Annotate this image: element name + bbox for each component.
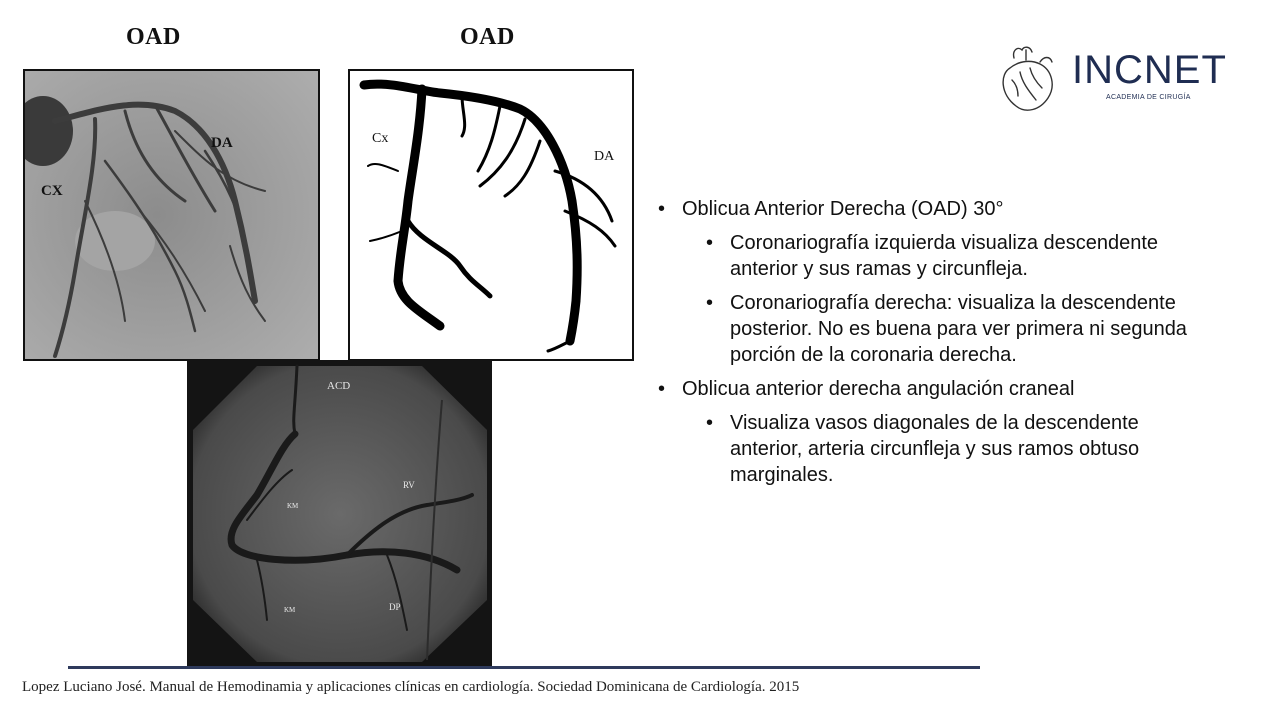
right-figure-heading: OAD [460,24,515,50]
da-label: DA [211,135,233,151]
bullet-oad-cranial: • Oblicua anterior derecha angulación craneal [656,376,1196,402]
km-label-lower: KM [284,606,296,614]
schematic-drawing [350,71,632,359]
bullet-oad-30: • Oblicua Anterior Derecha (OAD) 30° [656,196,1196,222]
coronary-schematic-diagram [348,69,634,361]
bullet-list [656,196,1196,496]
left-coronary-angiogram [23,69,320,361]
cx-diagram-label: Cx [372,131,389,146]
rv-label: RV [403,480,415,490]
sub-bullet-left-coronary: • Coronariografía izquierda visualiza descendente anterior y sus ramas y circunfleja. [656,230,1196,282]
angiogram-image [25,71,318,359]
right-coronary-angiogram [187,360,492,666]
da-diagram-label: DA [594,149,615,164]
logo-wordmark: INCNET [1072,48,1227,92]
left-figure-heading: OAD [126,24,181,50]
sub-bullet-diagonal-vessels: • Visualiza vasos diagonales de la descendente anterior, arteria circunfleja y sus ramos obtuso marginales. [656,410,1196,488]
dp-label: DP [389,602,401,612]
footer-divider [68,666,980,669]
logo-tagline: ACADEMIA DE CIRUGÍA [1106,94,1191,101]
anatomical-heart-icon [996,44,1058,116]
incnet-logo [996,44,1232,116]
km-label-upper: KM [287,502,299,510]
cx-label: CX [41,183,63,199]
angiogram-image [187,360,492,666]
citation: Lopez Luciano José. Manual de Hemodinamia y aplicaciones clínicas en cardiología. Sociedad Dominicana de Cardiología. 2015 [22,679,800,695]
sub-bullet-right-coronary: • Coronariografía derecha: visualiza la descendente posterior. No es buena para ver primera ni segunda porción de la coronaria derecha. [656,290,1196,368]
acd-label: ACD [327,380,351,392]
